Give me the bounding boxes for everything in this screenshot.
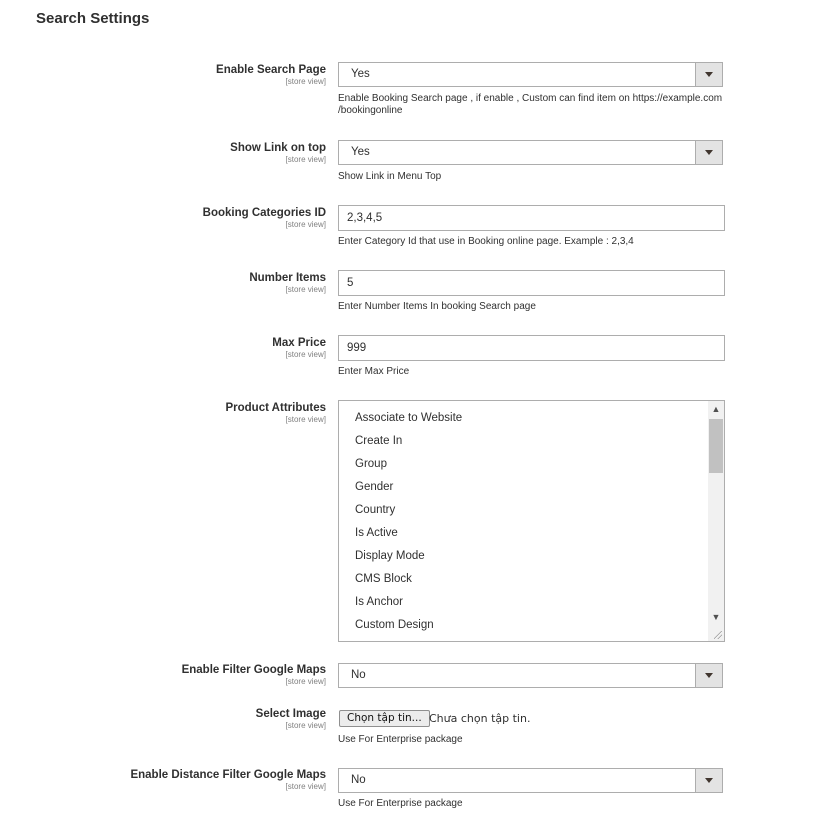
select-image-label: [256, 708, 326, 730]
field-label-text: Product Attributes: [225, 402, 326, 414]
scope-label: [store view]: [285, 782, 326, 791]
input-value: 999: [347, 342, 367, 354]
scroll-down-icon[interactable]: ▼: [711, 612, 721, 622]
enable-search-page-label: [216, 64, 326, 86]
enable-distance-filter-note: Use For Enterprise package: [338, 798, 463, 809]
enable-distance-filter-select[interactable]: [338, 768, 723, 793]
note-line: Enable Booking Search page , if enable , Custom can find item on https://example.com: [338, 93, 723, 104]
note-line: /bookingonline: [338, 105, 403, 116]
selected-value: No: [351, 669, 366, 681]
max-price-label: [272, 337, 326, 359]
enable-search-page-select[interactable]: [338, 62, 723, 87]
max-price-input[interactable]: [338, 335, 725, 361]
scroll-thumb[interactable]: [709, 419, 723, 473]
file-status-text: Chưa chọn tập tin.: [429, 712, 531, 725]
booking-categories-id-note: Enter Category Id that use in Booking online page. Example : 2,3,4: [338, 236, 634, 247]
scope-label: [store view]: [285, 677, 326, 686]
input-value: 5: [347, 277, 354, 289]
number-items-note: Enter Number Items In booking Search page: [338, 301, 536, 312]
booking-categories-id-input[interactable]: [338, 205, 725, 231]
product-attributes-label: [225, 402, 326, 424]
attribute-option[interactable]: Custom Design: [355, 619, 434, 631]
product-attributes-multiselect[interactable]: [338, 400, 725, 642]
field-label-text: Enable Distance Filter Google Maps: [130, 769, 326, 781]
scope-label: [store view]: [285, 77, 326, 86]
enable-filter-google-maps-label: [182, 664, 326, 686]
number-items-input[interactable]: [338, 270, 725, 296]
selected-value: Yes: [351, 146, 370, 158]
max-price-note: Enter Max Price: [338, 366, 410, 377]
enable-filter-google-maps-select[interactable]: [338, 663, 723, 688]
selected-value: No: [351, 774, 366, 786]
field-label-text: Show Link on top: [230, 142, 326, 154]
number-items-label: [249, 272, 326, 294]
choose-file-button[interactable]: Chọn tập tin...: [339, 710, 430, 727]
field-label-text: Max Price: [272, 337, 326, 349]
chevron-down-icon[interactable]: [695, 769, 722, 792]
selected-value: Yes: [351, 68, 370, 80]
attribute-option[interactable]: Display Mode: [355, 550, 425, 562]
attribute-option[interactable]: Is Anchor: [355, 596, 403, 608]
field-label-text: Booking Categories ID: [202, 207, 326, 219]
enable-distance-filter-label: [130, 769, 326, 791]
attribute-options-list: [355, 410, 462, 640]
scope-label: [store view]: [285, 285, 326, 294]
show-link-on-top-label: [230, 142, 326, 164]
chevron-down-icon[interactable]: [695, 664, 722, 687]
enable-search-page-note: [338, 93, 728, 117]
scope-label: [store view]: [285, 350, 326, 359]
chevron-down-icon[interactable]: [695, 63, 722, 86]
resize-grip-icon[interactable]: [714, 631, 722, 639]
section-title: Search Settings: [36, 10, 150, 27]
chevron-down-icon[interactable]: [695, 141, 722, 164]
scroll-up-icon[interactable]: ▲: [711, 404, 721, 414]
scope-label: [store view]: [285, 415, 326, 424]
input-value: 2,3,4,5: [347, 212, 383, 224]
attribute-option[interactable]: Associate to Website: [355, 412, 463, 424]
field-label-text: Select Image: [255, 708, 326, 720]
show-link-on-top-note: Show Link in Menu Top: [338, 171, 442, 182]
scope-label: [store view]: [285, 220, 326, 229]
field-label-text: Number Items: [249, 272, 326, 284]
attribute-option[interactable]: Country: [355, 504, 396, 516]
scrollbar[interactable]: [708, 401, 724, 641]
attribute-option[interactable]: Group: [355, 458, 387, 470]
attribute-option[interactable]: Create In: [355, 435, 403, 447]
scope-label: [store view]: [285, 721, 326, 730]
attribute-option[interactable]: Gender: [355, 481, 394, 493]
show-link-on-top-select[interactable]: [338, 140, 723, 165]
select-image-note: Use For Enterprise package: [338, 734, 463, 745]
booking-categories-id-label: [203, 207, 326, 229]
attribute-option[interactable]: CMS Block: [355, 573, 412, 585]
scope-label: [store view]: [285, 155, 326, 164]
field-label-text: Enable Search Page: [216, 64, 326, 76]
field-label-text: Enable Filter Google Maps: [181, 664, 326, 676]
attribute-option[interactable]: Is Active: [355, 527, 398, 539]
